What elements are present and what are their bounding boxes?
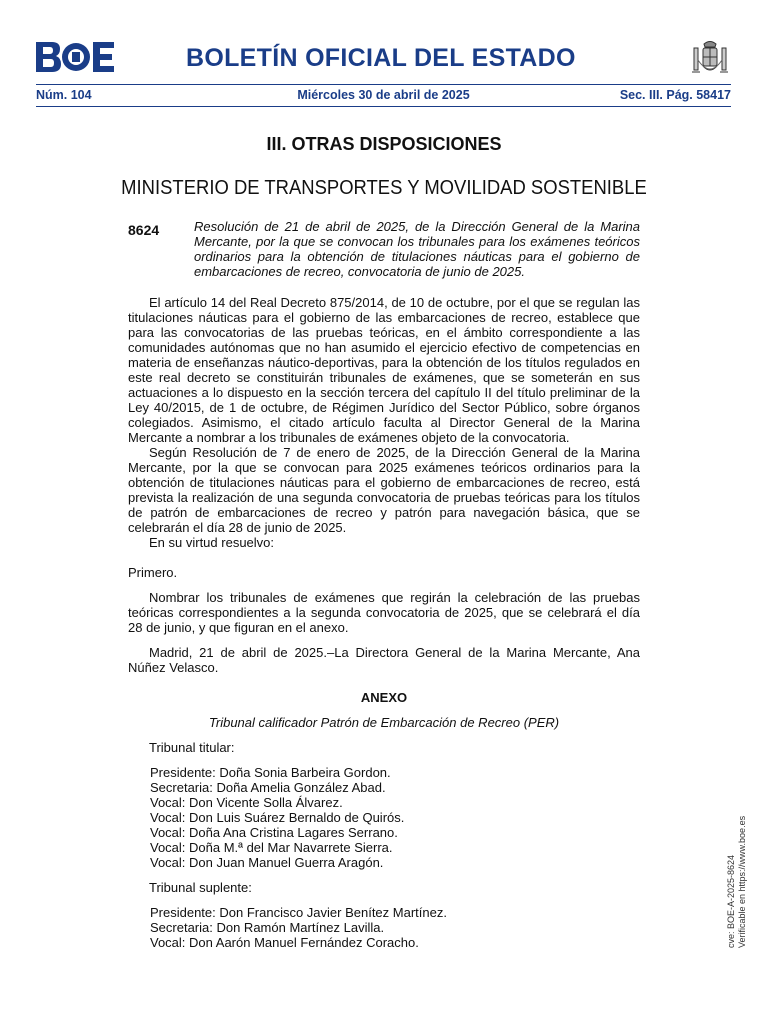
coat-of-arms-icon xyxy=(689,38,731,80)
suplente-list xyxy=(128,905,640,950)
annex-title: ANEXO xyxy=(360,690,408,705)
ministry-heading: MINISTERIO DE TRANSPORTES Y MOVILIDAD SOSTENIBLE xyxy=(121,176,647,199)
list-item: Vocal: Doña M.ª del Mar Navarrete Sierra. xyxy=(150,840,393,855)
signature: Madrid, 21 de abril de 2025.–La Directora General de la Marina Mercante, Ana Núñez Velasco. xyxy=(128,645,640,675)
list-item: Vocal: Don Juan Manuel Guerra Aragón. xyxy=(150,855,384,870)
article-heading: Primero. xyxy=(128,565,178,580)
list-item: Secretaria: Don Ramón Martínez Lavilla. xyxy=(150,920,385,935)
list-item: Presidente: Doña Sonia Barbeira Gordon. xyxy=(150,765,391,780)
document-body xyxy=(128,295,640,950)
resolution-title: Resolución de 21 de abril de 2025, de la Dirección General de la Marina Mercante, por la que se convocan los tribunales para los exámenes teóricos ordinarios para la obtención de titulaciones náuticas para el gobierno de embarcaciones de recreo, convocatoria de junio de 2025. xyxy=(194,219,640,279)
gazette-title: BOLETÍN OFICIAL DEL ESTADO xyxy=(186,44,576,72)
cve-code: cve: BOE-A-2025-8624 xyxy=(726,854,736,948)
section-heading: III. OTRAS DISPOSICIONES xyxy=(266,134,502,154)
list-item: Vocal: Don Aarón Manuel Fernández Coracho. xyxy=(150,935,419,950)
list-item: Vocal: Don Luis Suárez Bernaldo de Quirós. xyxy=(150,810,405,825)
boe-logo xyxy=(36,42,114,72)
suplente-label: Tribunal suplente: xyxy=(149,880,252,895)
resolution-number: 8624 xyxy=(128,222,160,238)
verification-note xyxy=(726,718,756,948)
list-item: Secretaria: Doña Amelia González Abad. xyxy=(150,780,386,795)
issue-date: Miércoles 30 de abril de 2025 xyxy=(297,88,470,102)
subheader-rule xyxy=(36,106,731,107)
titular-label: Tribunal titular: xyxy=(149,740,235,755)
section-page: Sec. III. Pág. 58417 xyxy=(619,88,731,102)
paragraph-3: En su virtud resuelvo: xyxy=(149,535,275,550)
header-rule xyxy=(36,84,731,85)
annex-subtitle: Tribunal calificador Patrón de Embarcación de Recreo (PER) xyxy=(208,715,560,730)
issue-number: Núm. 104 xyxy=(36,88,92,102)
titular-list xyxy=(128,765,640,870)
verify-link[interactable]: Verificable en https://www.boe.es xyxy=(737,815,747,948)
paragraph-2: Según Resolución de 7 de enero de 2025, de la Dirección General de la Marina Mercante, por la que se convocan para 2025 exámenes teóricos ordinarios para la obtención de titulaciones náuticas para el gobierno de embarcaciones de recreo, está prevista la realización de una segunda convocatoria de pruebas teóricas para los títulos de patrón de embarcaciones de recreo y patrón para navegación básica, que se celebrarán el día 28 de junio de 2025. xyxy=(128,445,640,535)
list-item: Vocal: Don Vicente Solla Álvarez. xyxy=(150,795,343,810)
list-item: Vocal: Doña Ana Cristina Lagares Serrano. xyxy=(150,825,398,840)
page-header xyxy=(36,38,731,82)
paragraph-4: Nombrar los tribunales de exámenes que regirán la celebración de las pruebas teóricas correspondientes a la segunda convocatoria de 2025, que se celebrará el día 28 de junio, y que figuran en el anexo. xyxy=(128,590,640,635)
paragraph-1: El artículo 14 del Real Decreto 875/2014, de 10 de octubre, por el que se regulan las titulaciones náuticas para el gobierno de las embarcaciones de recreo, establece que para las convocatorias de las pruebas teóricas, en el ámbito correspondiente a las comunidades autónomas que no han asumido el ejercicio efectivo de competencias en materia de enseñanzas náutico-deportivas, para la obtención de los títulos regulados en este real decreto se constituirán tribunales de exámenes, que se someterán en sus actuaciones a lo dispuesto en la sección tercera del capítulo II del título preliminar de la Ley 40/2015, de 1 de octubre, de Régimen Jurídico del Sector Público, sobre órganos colegiados. Asimismo, el citado artículo faculta al Director General de la Marina Mercante a nombrar a los tribunales de exámenes objeto de la convocatoria. xyxy=(128,295,640,445)
list-item: Presidente: Don Francisco Javier Benítez Martínez. xyxy=(150,905,447,920)
